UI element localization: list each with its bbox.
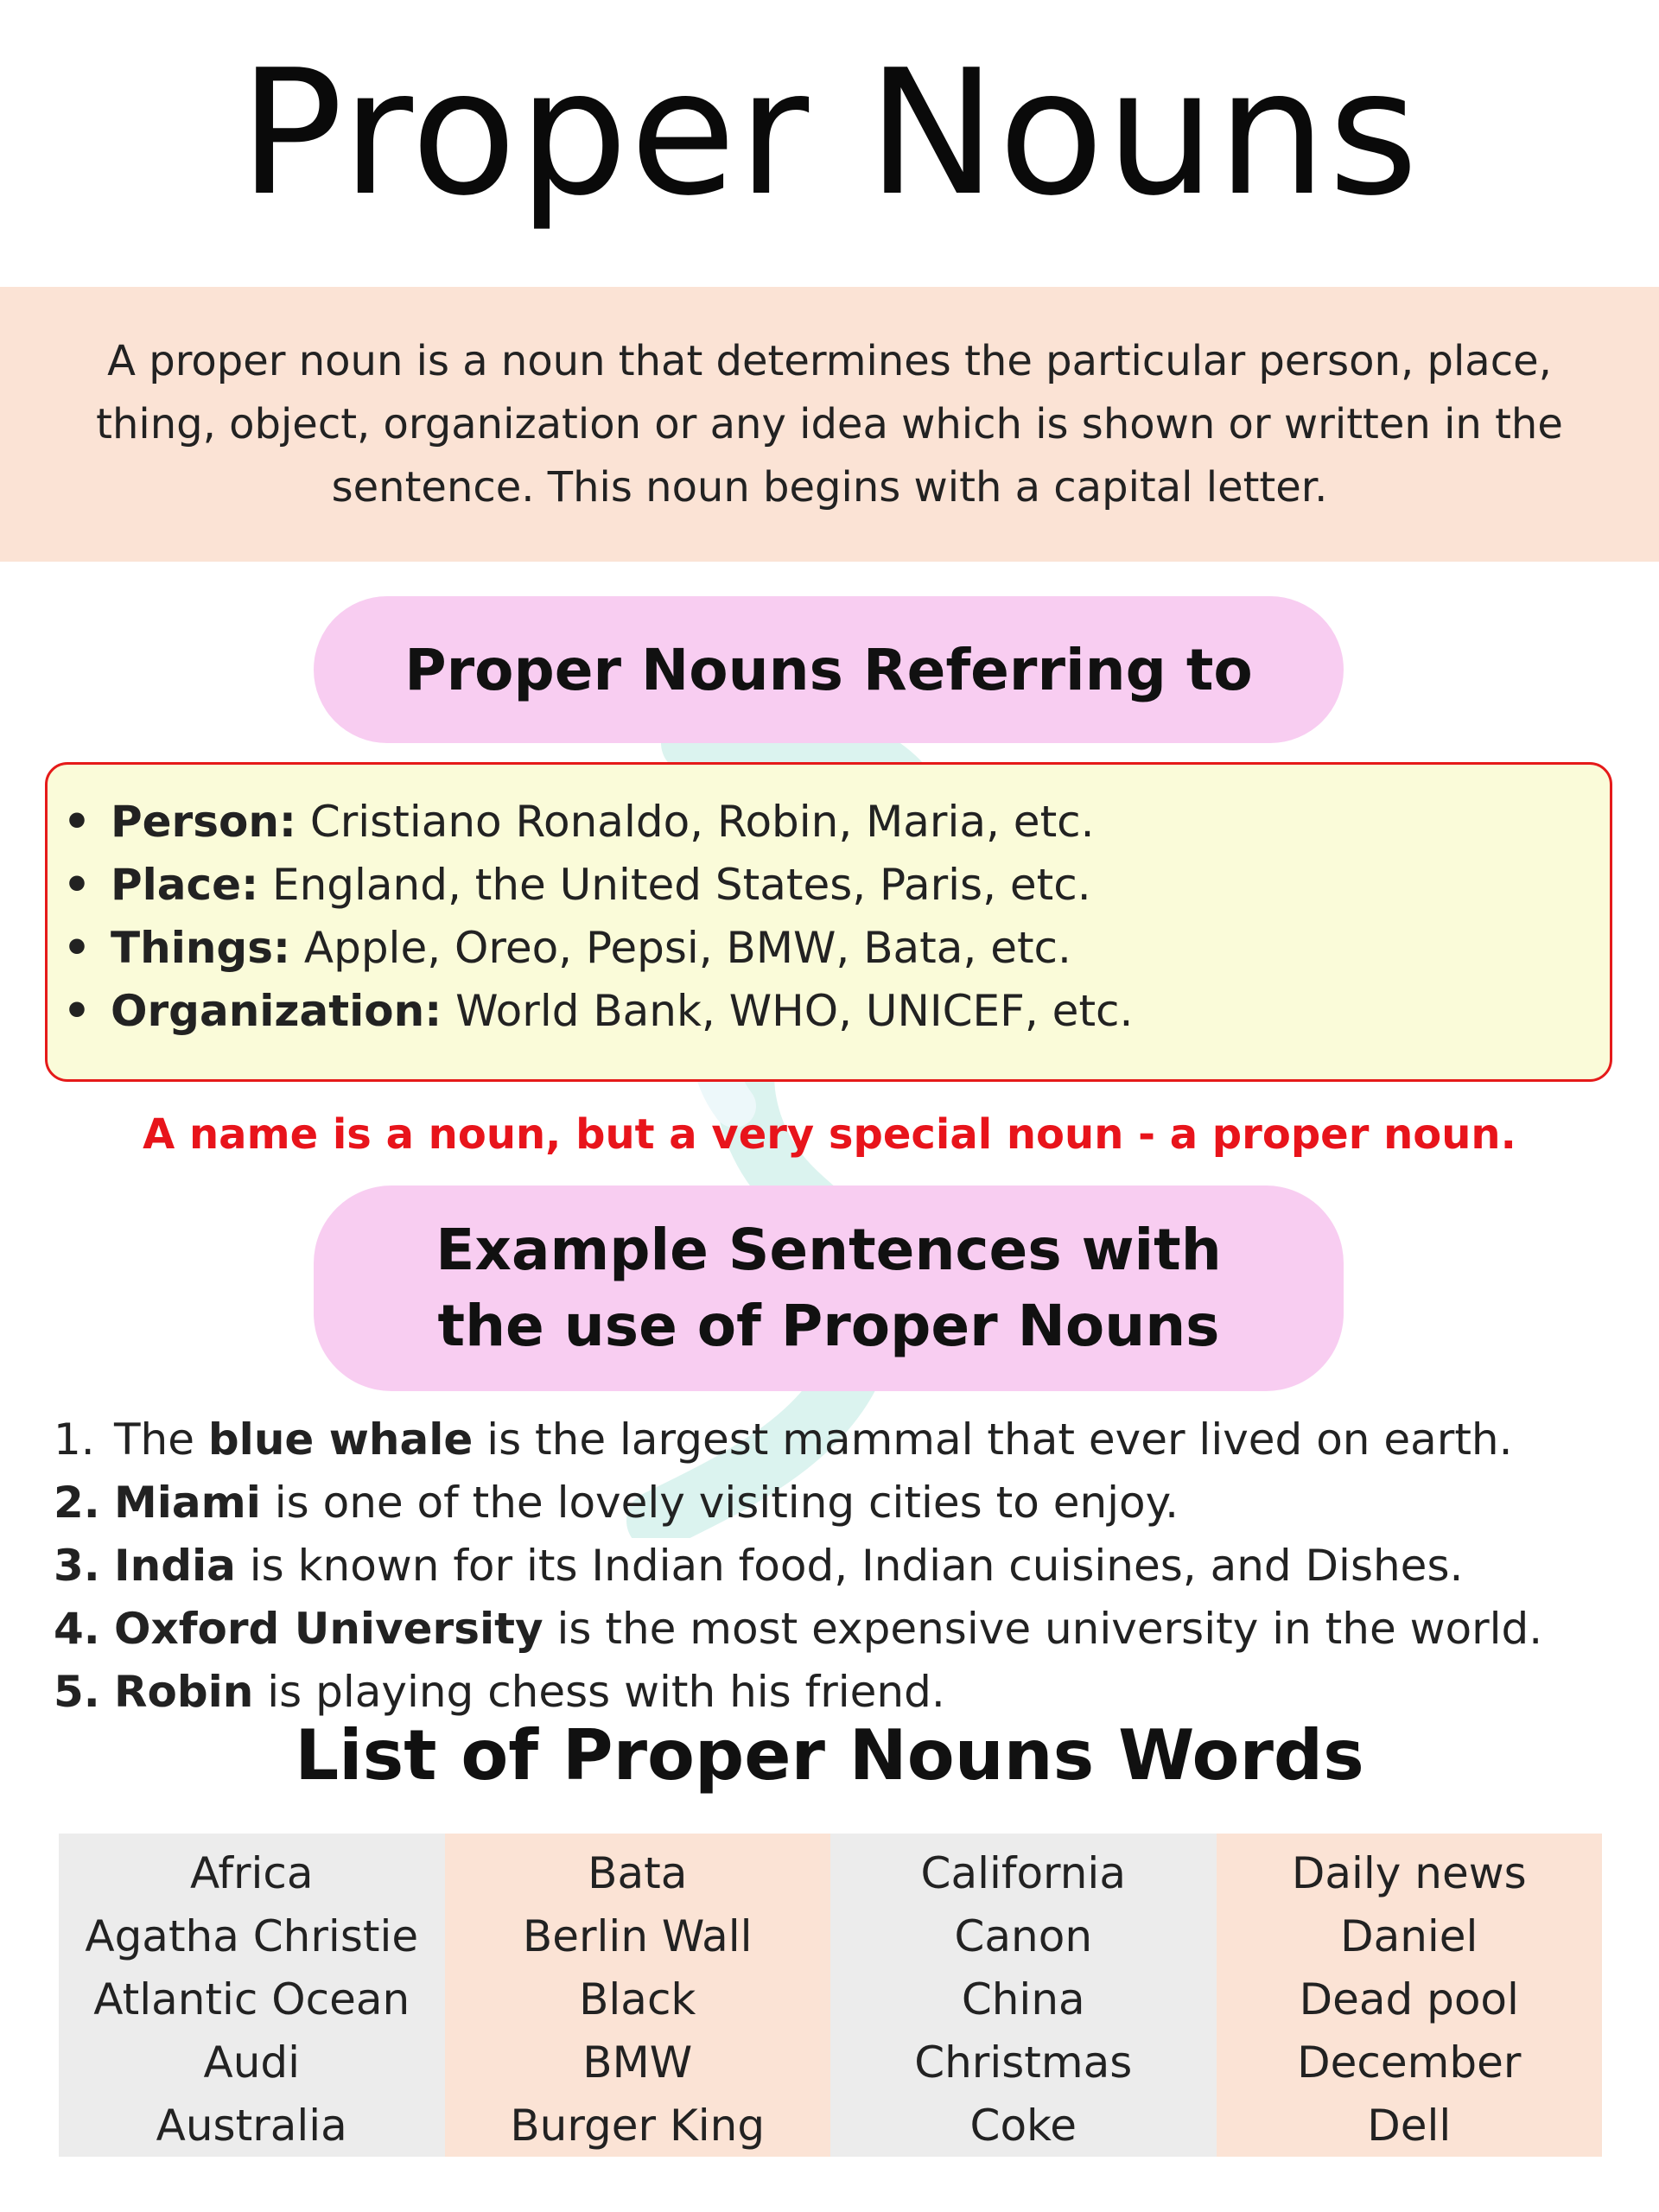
item-number: 3. [54,1541,100,1591]
proper-noun: Oxford University [114,1604,543,1654]
list-item [63,917,1610,980]
word-cell: Berlin Wall [522,1911,753,1961]
bullet-icon: • [63,860,91,910]
word-cell: Dell [1367,2101,1452,2151]
word-cell: December [1297,2037,1522,2088]
item-number: 4. [54,1604,100,1654]
word-cell: Agatha Christie [85,1911,419,1961]
word-cell: Black [579,1974,696,2024]
word-cell: Atlantic Ocean [93,1974,410,2024]
item-number: 2. [54,1478,100,1528]
category-label: Things: [111,923,290,973]
list-item [54,1471,1542,1535]
highlight-note: A name is a noun, but a very special noun - a proper noun. [143,1110,1516,1159]
word-list-heading: List of Proper Nouns Words [295,1715,1364,1796]
examples-heading [314,1185,1344,1391]
word-cell: Canon [954,1911,1093,1961]
referring-heading [314,596,1344,743]
word-cell: Dead pool [1299,1974,1519,2024]
category-examples: Apple, Oreo, Pepsi, BMW, Bata, etc. [289,923,1071,973]
word-cell: Coke [969,2101,1077,2151]
list-item [54,1598,1542,1661]
word-cell: Africa [189,1848,314,1898]
referring-box [45,762,1612,1082]
bullet-icon: • [63,923,91,973]
word-cell: China [961,1974,1085,2024]
sentence-pre: The [114,1414,208,1465]
word-cell: Burger King [510,2101,766,2151]
category-examples: England, the United States, Paris, etc. [258,860,1091,910]
word-table [59,1834,1602,2157]
category-label: Organization: [111,986,442,1036]
definition-panel [0,287,1659,562]
item-number: 5. [54,1667,100,1717]
page-title: Proper Nouns [238,33,1421,234]
word-column-d [1217,1834,1603,2157]
proper-noun: Robin [114,1667,254,1717]
category-label: Person: [111,797,296,847]
word-cell: California [920,1848,1126,1898]
word-cell: Daily news [1291,1848,1527,1898]
word-cell: Australia [156,2101,347,2151]
word-column-c [830,1834,1217,2157]
examples-heading-line-1: Example Sentences with [435,1217,1222,1283]
list-item [54,1408,1542,1471]
examples-heading-line-2: the use of Proper Nouns [437,1293,1220,1359]
sentence-post: is playing chess with his friend. [253,1667,945,1717]
word-cell: BMW [582,2037,693,2088]
category-examples: Cristiano Ronaldo, Robin, Maria, etc. [296,797,1095,847]
word-cell: Audi [203,2037,301,2088]
list-item [54,1535,1542,1598]
sentence-post: is one of the lovely visiting cities to enjoy. [260,1478,1179,1528]
word-column-b [445,1834,831,2157]
word-column-a [59,1834,445,2157]
list-item [63,980,1610,1043]
item-number: 1. [54,1414,95,1465]
word-cell: Daniel [1340,1911,1478,1961]
category-label: Place: [111,860,259,910]
referring-heading-text: Proper Nouns Referring to [404,636,1253,703]
sentence-post: is known for its Indian food, Indian cuisines, and Dishes. [235,1541,1464,1591]
definition-text: A proper noun is a noun that determines the particular person, place, thing, object, organization or any idea which is shown or written in the sentence. This noun begins with a capital letter. [96,337,1563,512]
sentence-post: is the most expensive university in the world. [543,1604,1543,1654]
word-cell: Bata [588,1848,688,1898]
bullet-icon: • [63,986,91,1036]
referring-list [63,791,1610,1043]
proper-noun: blue whale [207,1414,474,1465]
sentence-post: is the largest mammal that ever lived on earth. [473,1414,1513,1465]
proper-noun: India [114,1541,236,1591]
bullet-icon: • [63,797,91,847]
proper-noun: Miami [114,1478,261,1528]
example-sentences [54,1408,1542,1724]
list-item [63,854,1610,917]
word-cell: Christmas [914,2037,1133,2088]
category-examples: World Bank, WHO, UNICEF, etc. [442,986,1134,1036]
list-item [63,791,1610,854]
